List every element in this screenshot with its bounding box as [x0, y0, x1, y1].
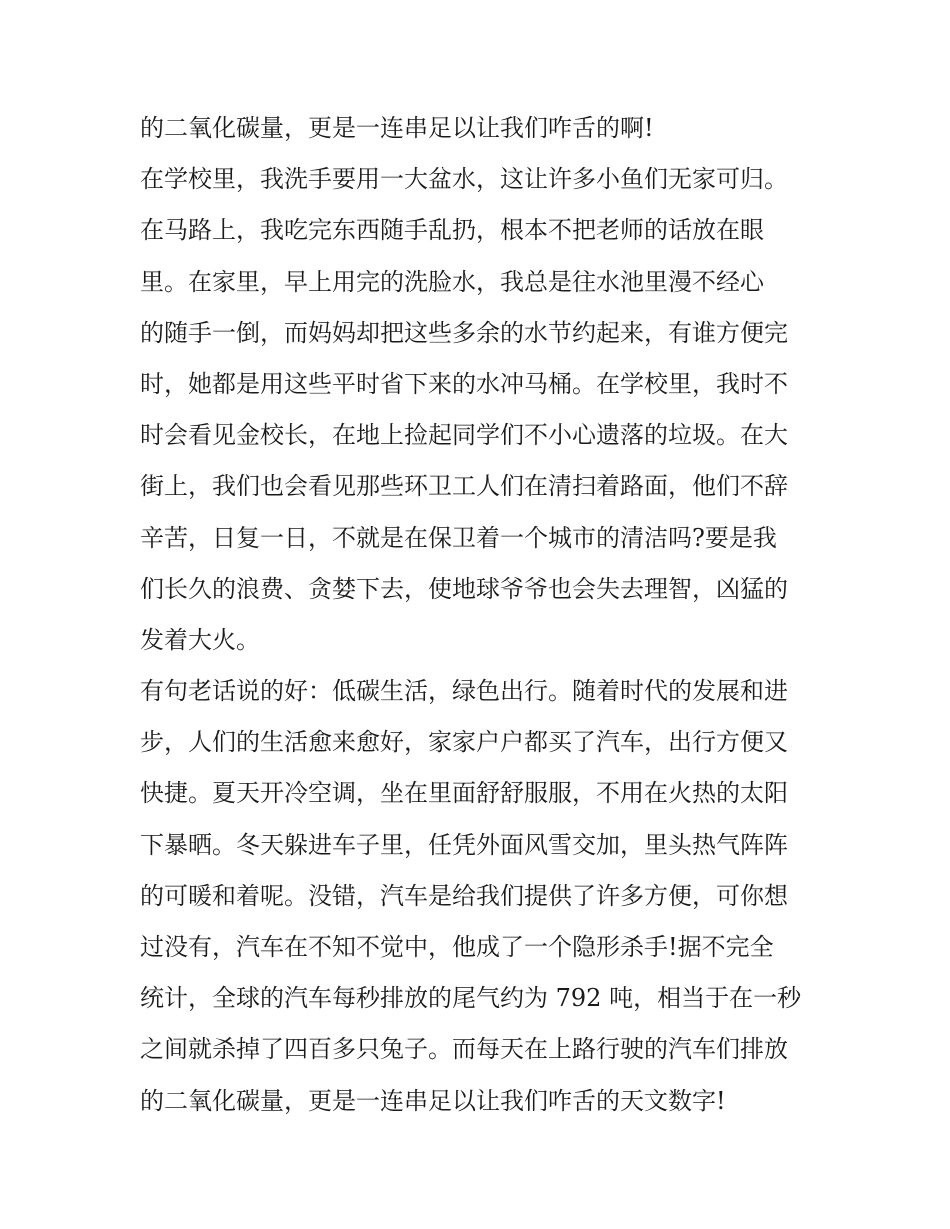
text-line: 统计，全球的汽车每秒排放的尾气约为 792 吨，相当于在一秒 — [140, 984, 802, 1013]
text-line: 里。在家里，早上用完的洗脸水，我总是往水池里漫不经心 — [140, 267, 764, 296]
text-line: 在学校里，我洗手要用一大盆水，这让许多小鱼们无家可归。 — [140, 165, 788, 194]
text-line: 的随手一倒，而妈妈却把这些多余的水节约起来，有谁方便完 — [140, 318, 788, 347]
text-line: 步，人们的生活愈来愈好，家家户户都买了汽车，出行方便又 — [140, 728, 788, 757]
text-line: 时会看见金校长，在地上捡起同学们不小心遗落的垃圾。在大 — [140, 421, 788, 450]
text-line: 快捷。夏天开冷空调，坐在里面舒舒服服，不用在火热的太阳 — [140, 779, 788, 808]
text-line: 发着大火。 — [140, 625, 260, 654]
text-line: 有句老话说的好：低碳生活，绿色出行。随着时代的发展和进 — [140, 677, 788, 706]
text-line: 街上，我们也会看见那些环卫工人们在清扫着路面，他们不辞 — [140, 472, 788, 501]
text-line: 的二氧化碳量，更是一连串足以让我们咋舌的天文数字! — [140, 1086, 726, 1115]
text-line: 辛苦，日复一日，不就是在保卫着一个城市的清洁吗?要是我 — [140, 523, 777, 552]
text-line: 之间就杀掉了四百多只兔子。而每天在上路行驶的汽车们排放 — [140, 1035, 788, 1064]
text-line: 的二氧化碳量，更是一连串足以让我们咋舌的啊! — [140, 114, 654, 142]
text-line: 的可暖和着呢。没错，汽车是给我们提供了许多方便，可你想 — [140, 881, 788, 910]
text-line: 们长久的浪费、贪婪下去，使地球爷爷也会失去理智，凶猛的 — [140, 574, 788, 603]
text-line: 在马路上，我吃完东西随手乱扔，根本不把老师的话放在眼 — [140, 216, 764, 245]
text-line: 时，她都是用这些平时省下来的水冲马桶。在学校里，我时不 — [140, 369, 788, 398]
document-body — [140, 103, 830, 1127]
text-line: 下暴晒。冬天躲进车子里，任凭外面风雪交加，里头热气阵阵 — [140, 830, 788, 859]
text-line: 过没有，汽车在不知不觉中，他成了一个隐形杀手!据不完全 — [140, 933, 774, 961]
